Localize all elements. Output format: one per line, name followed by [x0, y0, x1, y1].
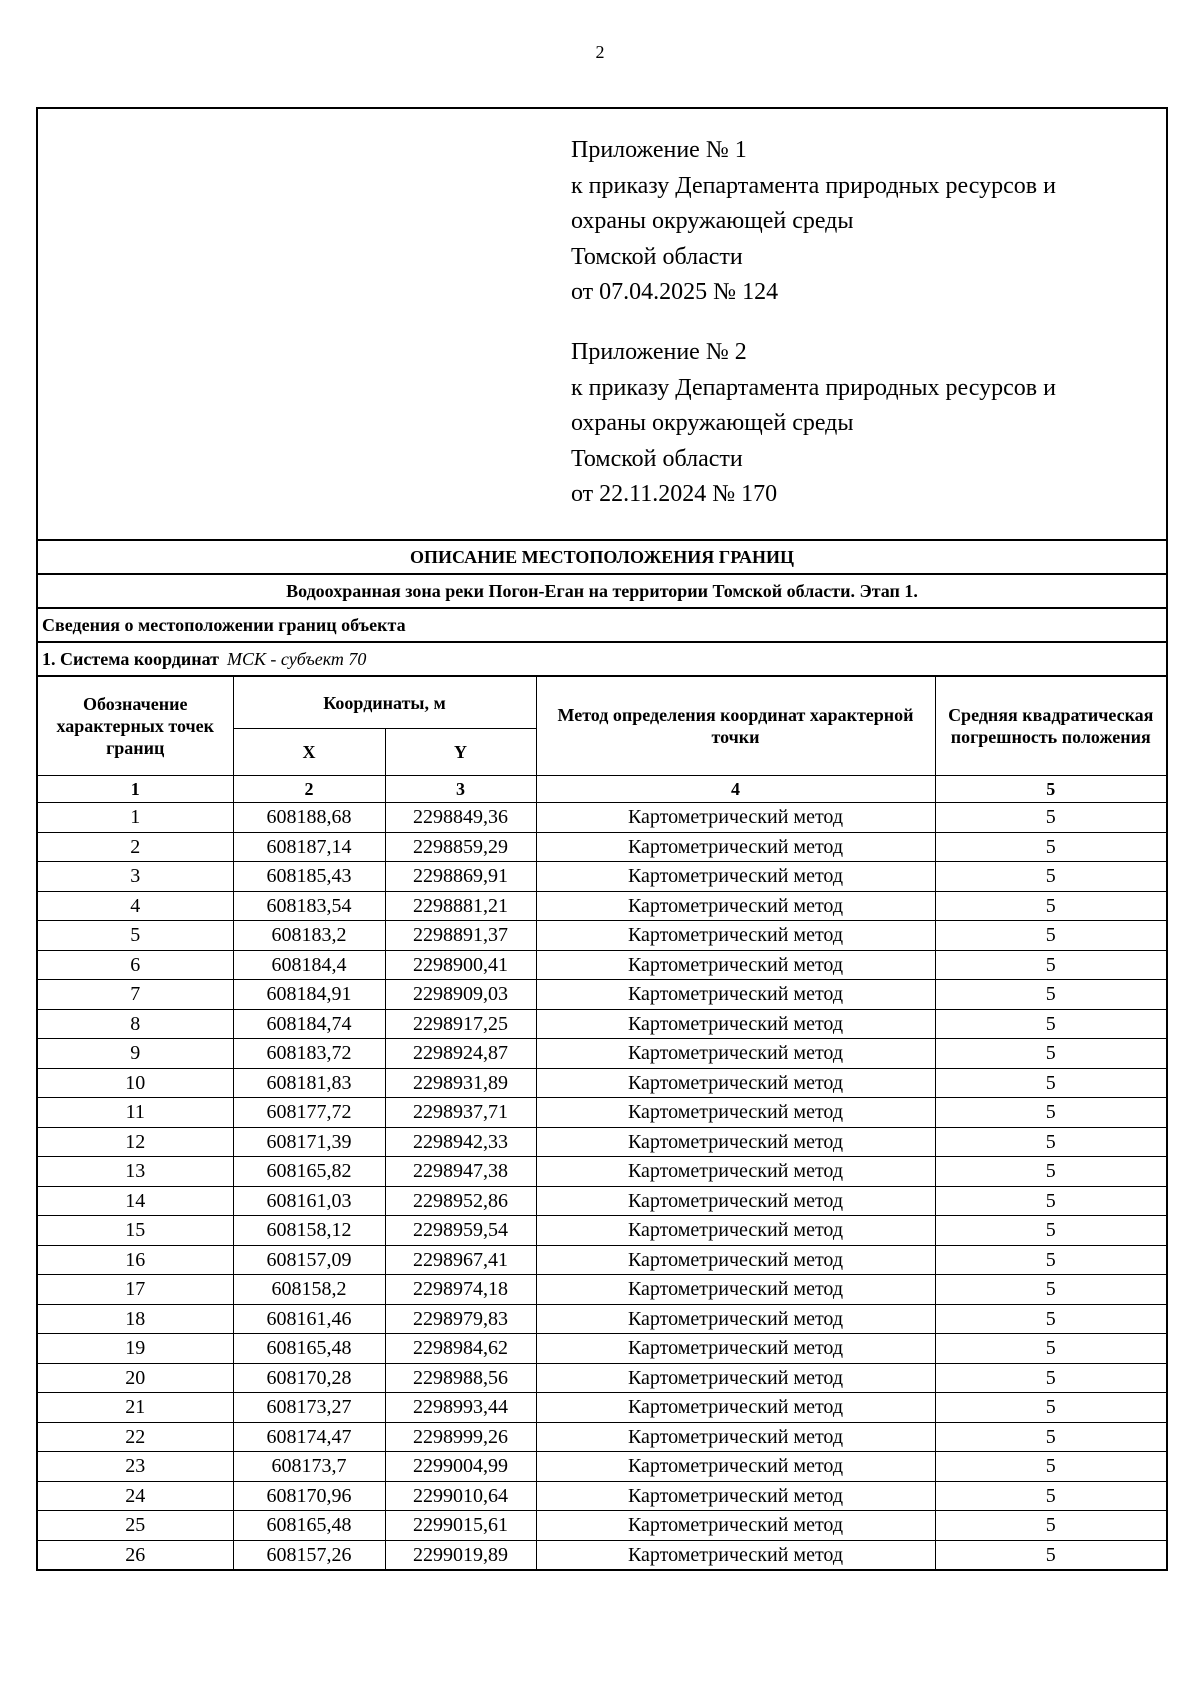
x-cell: 608161,46: [233, 1304, 385, 1334]
x-cell: 608157,26: [233, 1540, 385, 1569]
method-cell: Картометрический метод: [536, 950, 935, 980]
error-cell: 5: [935, 1245, 1166, 1275]
column-index-row: [38, 776, 1166, 803]
header-method: Метод определения координат характерной точки: [536, 676, 935, 776]
error-cell: 5: [935, 1363, 1166, 1393]
error-cell: 5: [935, 1068, 1166, 1098]
error-cell: 5: [935, 980, 1166, 1010]
y-cell: 2299004,99: [385, 1452, 536, 1482]
error-cell: 5: [935, 921, 1166, 951]
x-cell: 608173,27: [233, 1393, 385, 1423]
y-cell: 2298984,62: [385, 1334, 536, 1364]
method-cell: Картометрический метод: [536, 1540, 935, 1569]
point-cell: 10: [38, 1068, 233, 1098]
method-cell: Картометрический метод: [536, 1009, 935, 1039]
method-cell: Картометрический метод: [536, 1127, 935, 1157]
method-cell: Картометрический метод: [536, 862, 935, 892]
table-row: [38, 1009, 1166, 1039]
y-cell: 2298917,25: [385, 1009, 536, 1039]
x-cell: 608183,72: [233, 1039, 385, 1069]
y-cell: 2298999,26: [385, 1422, 536, 1452]
appendix-2-line: охраны окружающей среды: [571, 410, 854, 436]
point-cell: 2: [38, 832, 233, 862]
table-row: [38, 1363, 1166, 1393]
y-cell: 2298891,37: [385, 921, 536, 951]
method-cell: Картометрический метод: [536, 1422, 935, 1452]
coordinates-rows: [38, 803, 1166, 1570]
error-cell: 5: [935, 950, 1166, 980]
point-cell: 15: [38, 1216, 233, 1246]
method-cell: Картометрический метод: [536, 1481, 935, 1511]
page-number: 2: [595, 42, 605, 62]
coordinates-table: [38, 675, 1166, 1569]
point-cell: 26: [38, 1540, 233, 1569]
method-cell: Картометрический метод: [536, 1393, 935, 1423]
error-cell: 5: [935, 1216, 1166, 1246]
point-cell: 11: [38, 1098, 233, 1128]
error-cell: 5: [935, 1540, 1166, 1569]
error-cell: 5: [935, 1098, 1166, 1128]
table-row: [38, 950, 1166, 980]
table-row: [38, 1098, 1166, 1128]
method-cell: Картометрический метод: [536, 980, 935, 1010]
table-row: [38, 1540, 1166, 1569]
point-cell: 24: [38, 1481, 233, 1511]
x-cell: 608157,09: [233, 1245, 385, 1275]
table-row: [38, 980, 1166, 1010]
point-cell: 6: [38, 950, 233, 980]
x-cell: 608183,2: [233, 921, 385, 951]
error-cell: 5: [935, 1039, 1166, 1069]
table-row: [38, 1216, 1166, 1246]
column-index: 4: [536, 776, 935, 803]
method-cell: Картометрический метод: [536, 891, 935, 921]
table-row: [38, 1275, 1166, 1305]
method-cell: Картометрический метод: [536, 1068, 935, 1098]
y-cell: 2299015,61: [385, 1511, 536, 1541]
table-row: [38, 803, 1166, 833]
appendix-2-line: от 22.11.2024 № 170: [571, 481, 778, 507]
method-cell: Картометрический метод: [536, 803, 935, 833]
header-x: X: [233, 729, 385, 776]
error-cell: 5: [935, 1393, 1166, 1423]
y-cell: 2298974,18: [385, 1275, 536, 1305]
y-cell: 2298900,41: [385, 950, 536, 980]
error-cell: 5: [935, 1304, 1166, 1334]
error-cell: 5: [935, 1157, 1166, 1187]
point-cell: 23: [38, 1452, 233, 1482]
appendix-2-line: Приложение № 2: [571, 339, 747, 365]
error-cell: 5: [935, 862, 1166, 892]
table-row: [38, 1039, 1166, 1069]
point-cell: 14: [38, 1186, 233, 1216]
x-cell: 608171,39: [233, 1127, 385, 1157]
appendix-2-line: к приказу Департамента природных ресурсов и: [571, 374, 1056, 401]
x-cell: 608161,03: [233, 1186, 385, 1216]
point-cell: 19: [38, 1334, 233, 1364]
table-row: [38, 1393, 1166, 1423]
appendix-1-line: от 07.04.2025 № 124: [571, 279, 779, 305]
table-row: [38, 1511, 1166, 1541]
point-cell: 1: [38, 803, 233, 833]
table-row: [38, 1452, 1166, 1482]
x-cell: 608187,14: [233, 832, 385, 862]
point-cell: 20: [38, 1363, 233, 1393]
coordinate-system-label: 1. Система координат: [42, 649, 219, 669]
x-cell: 608184,91: [233, 980, 385, 1010]
coordinate-system-value: МСК - субъект 70: [226, 649, 367, 669]
method-cell: Картометрический метод: [536, 1216, 935, 1246]
method-cell: Картометрический метод: [536, 832, 935, 862]
table-row: [38, 1334, 1166, 1364]
y-cell: 2298942,33: [385, 1127, 536, 1157]
error-cell: 5: [935, 1511, 1166, 1541]
table-row: [38, 1245, 1166, 1275]
error-cell: 5: [935, 803, 1166, 833]
table-row: [38, 1068, 1166, 1098]
point-cell: 22: [38, 1422, 233, 1452]
point-cell: 7: [38, 980, 233, 1010]
table-row: [38, 862, 1166, 892]
x-cell: 608158,2: [233, 1275, 385, 1305]
column-index: 2: [233, 776, 385, 803]
appendix-1: [571, 133, 1056, 311]
point-cell: 8: [38, 1009, 233, 1039]
y-cell: 2298947,38: [385, 1157, 536, 1187]
x-cell: 608174,47: [233, 1422, 385, 1452]
y-cell: 2298859,29: [385, 832, 536, 862]
x-cell: 608177,72: [233, 1098, 385, 1128]
point-cell: 5: [38, 921, 233, 951]
y-cell: 2298988,56: [385, 1363, 536, 1393]
y-cell: 2298959,54: [385, 1216, 536, 1246]
y-cell: 2298869,91: [385, 862, 536, 892]
error-cell: 5: [935, 1452, 1166, 1482]
table-row: [38, 891, 1166, 921]
appendix-1-line: Приложение № 1: [571, 137, 747, 163]
error-cell: 5: [935, 1275, 1166, 1305]
x-cell: 608170,28: [233, 1363, 385, 1393]
x-cell: 608165,48: [233, 1334, 385, 1364]
appendix-2-line: Томской области: [571, 445, 743, 472]
error-cell: 5: [935, 1481, 1166, 1511]
method-cell: Картометрический метод: [536, 1157, 935, 1187]
method-cell: Картометрический метод: [536, 1245, 935, 1275]
appendix-2: [571, 335, 1056, 513]
appendix-header: [38, 109, 1166, 539]
y-cell: 2298937,71: [385, 1098, 536, 1128]
y-cell: 2299019,89: [385, 1540, 536, 1569]
y-cell: 2298952,86: [385, 1186, 536, 1216]
method-cell: Картометрический метод: [536, 921, 935, 951]
column-index: 3: [385, 776, 536, 803]
x-cell: 608170,96: [233, 1481, 385, 1511]
y-cell: 2298967,41: [385, 1245, 536, 1275]
appendix-1-line: охраны окружающей среды: [571, 208, 854, 234]
method-cell: Картометрический метод: [536, 1304, 935, 1334]
appendix-1-line: Томской области: [571, 243, 743, 270]
y-cell: 2298909,03: [385, 980, 536, 1010]
x-cell: 608184,4: [233, 950, 385, 980]
y-cell: 2298993,44: [385, 1393, 536, 1423]
point-cell: 16: [38, 1245, 233, 1275]
table-row: [38, 1157, 1166, 1187]
x-cell: 608184,74: [233, 1009, 385, 1039]
x-cell: 608185,43: [233, 862, 385, 892]
method-cell: Картометрический метод: [536, 1098, 935, 1128]
point-cell: 3: [38, 862, 233, 892]
error-cell: 5: [935, 891, 1166, 921]
point-cell: 4: [38, 891, 233, 921]
y-cell: 2298979,83: [385, 1304, 536, 1334]
point-cell: 13: [38, 1157, 233, 1187]
document-frame: [36, 107, 1168, 1571]
point-cell: 25: [38, 1511, 233, 1541]
point-cell: 18: [38, 1304, 233, 1334]
header-coordinates: Координаты, м: [233, 676, 536, 729]
table-row: [38, 1481, 1166, 1511]
point-cell: 17: [38, 1275, 233, 1305]
x-cell: 608173,7: [233, 1452, 385, 1482]
header-error: Средняя квадратическая погрешность положения: [935, 676, 1166, 776]
method-cell: Картометрический метод: [536, 1275, 935, 1305]
table-row: [38, 1186, 1166, 1216]
y-cell: 2298881,21: [385, 891, 536, 921]
error-cell: 5: [935, 1422, 1166, 1452]
document-title: ОПИСАНИЕ МЕСТОПОЛОЖЕНИЯ ГРАНИЦ: [38, 539, 1166, 573]
error-cell: 5: [935, 1334, 1166, 1364]
x-cell: 608158,12: [233, 1216, 385, 1246]
method-cell: Картометрический метод: [536, 1452, 935, 1482]
appendix-1-line: к приказу Департамента природных ресурсов и: [571, 172, 1056, 199]
x-cell: 608183,54: [233, 891, 385, 921]
section-heading: Сведения о местоположении границ объекта: [38, 607, 1166, 641]
header-y: Y: [385, 729, 536, 776]
coordinate-system: [38, 641, 1166, 675]
method-cell: Картометрический метод: [536, 1039, 935, 1069]
method-cell: Картометрический метод: [536, 1186, 935, 1216]
method-cell: Картометрический метод: [536, 1363, 935, 1393]
y-cell: 2298924,87: [385, 1039, 536, 1069]
method-cell: Картометрический метод: [536, 1511, 935, 1541]
document-subtitle: Водоохранная зона реки Погон-Еган на территории Томской области. Этап 1.: [38, 573, 1166, 607]
error-cell: 5: [935, 1127, 1166, 1157]
table-row: [38, 832, 1166, 862]
table-row: [38, 1422, 1166, 1452]
x-cell: 608165,82: [233, 1157, 385, 1187]
y-cell: 2298931,89: [385, 1068, 536, 1098]
x-cell: 608188,68: [233, 803, 385, 833]
table-row: [38, 1127, 1166, 1157]
header-point: Обозначение характерных точек границ: [38, 676, 233, 776]
y-cell: 2299010,64: [385, 1481, 536, 1511]
error-cell: 5: [935, 1186, 1166, 1216]
y-cell: 2298849,36: [385, 803, 536, 833]
point-cell: 21: [38, 1393, 233, 1423]
point-cell: 9: [38, 1039, 233, 1069]
method-cell: Картометрический метод: [536, 1334, 935, 1364]
column-index: 1: [38, 776, 233, 803]
error-cell: 5: [935, 1009, 1166, 1039]
column-index: 5: [935, 776, 1166, 803]
point-cell: 12: [38, 1127, 233, 1157]
table-row: [38, 921, 1166, 951]
table-row: [38, 1304, 1166, 1334]
error-cell: 5: [935, 832, 1166, 862]
x-cell: 608181,83: [233, 1068, 385, 1098]
x-cell: 608165,48: [233, 1511, 385, 1541]
